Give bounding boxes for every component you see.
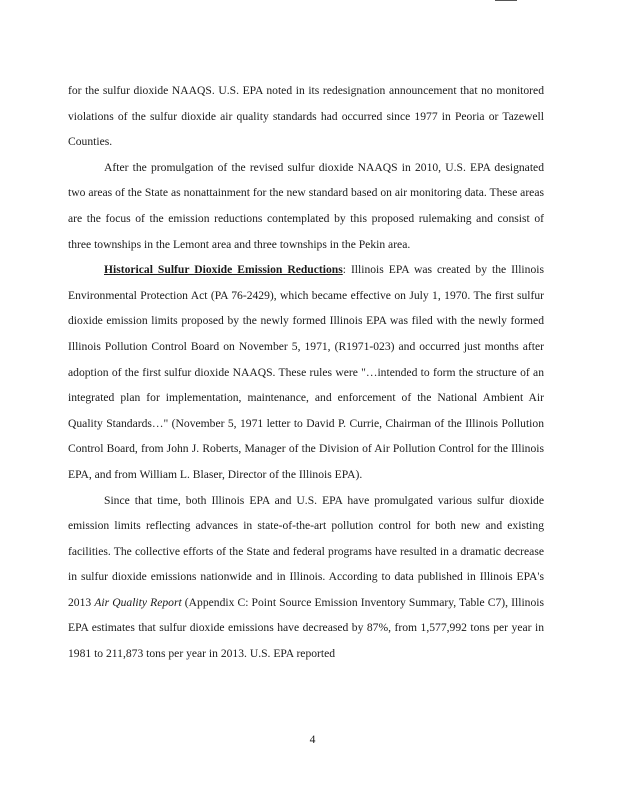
scan-edge-mark (495, 0, 517, 1)
paragraph-text-after: (Appendix C: Point Source Emission Inventory Summary, Table C7), Illinois EPA estimates that sulfur dioxide emissions have decreased by 87%, from 1,577,992 tons per year in 1981 to 211,873 tons per year in 2013. U.S. EPA reported (68, 595, 544, 661)
document-body (68, 78, 544, 667)
section-heading: Historical Sulfur Dioxide Emission Reductions (104, 263, 343, 277)
paragraph-emission-decrease (68, 488, 544, 667)
paragraph-historical-reductions (68, 257, 544, 487)
paragraph-nonattainment: After the promulgation of the revised sulfur dioxide NAAQS in 2010, U.S. EPA designated two areas of the State as nonattainment for the new standard based on air monitoring data. These areas are the focus of the emission reductions contemplated by this proposed rulemaking and consist of three townships in the Lemont area and three townships in the Pekin area. (68, 160, 544, 251)
paragraph-historical-text: : Illinois EPA was created by the Illinois Environmental Protection Act (PA 76-2429), which became effective on July 1, 1970. The first sulfur dioxide emission limits proposed by the newly formed Illinois EPA was filed with the newly formed Illinois Pollution Control Board on November 5, 1971, (R1971-023) and occurred just months after adoption of the first sulfur dioxide NAAQS. These rules were "…intended to form the structure of an integrated plan for implementation, maintenance, and enforcement of the National Ambient Air Quality Standards…" (November 5, 1971 letter to David P. Currie, Chairman of the Illinois Pollution Control Board, from John J. Roberts, Manager of the Division of Air Pollution Control for the Illinois EPA, and from William L. Blaser, Director of the Illinois EPA). (68, 263, 544, 481)
paragraph-continuation: for the sulfur dioxide NAAQS. U.S. EPA noted in its redesignation announcement that no monitored violations of the sulfur dioxide air quality standards had occurred since 1977 in Peoria or Tazewell Counties. (68, 84, 544, 149)
page-number: 4 (309, 733, 316, 746)
paragraph-text-before: Since that time, both Illinois EPA and U.S. EPA have promulgated various sulfur dioxide emission limits reflecting advances in state-of-the-art pollution control for both new and existing facilities. The collective efforts of the State and federal programs have resulted in a dramatic decrease in sulfur dioxide emissions nationwide and in Illinois. According to data published in Illinois EPA's 2013 (68, 493, 544, 609)
report-title: Air Quality Report (94, 595, 182, 609)
